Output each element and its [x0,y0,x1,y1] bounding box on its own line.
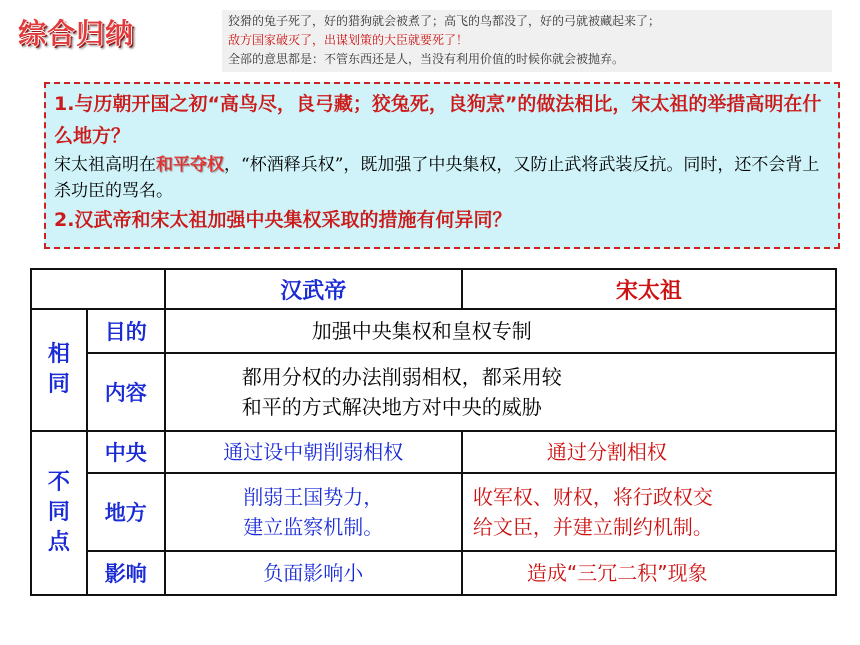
header-han-wudi: 汉武帝 [165,269,462,309]
diff-label [31,431,87,595]
table-row-content [31,353,836,431]
table-row-local [31,473,836,551]
question-1: 1.与历朝开国之初“高鸟尽，良弓藏；狡兔死，良狗烹”的做法相比，宋太祖的举措高明在什么地方？ [54,93,822,147]
impact-song: 造成“三冗二积”现象 [462,551,836,595]
local-han [165,473,462,551]
question-box [44,82,840,249]
local-han-line-2: 建立监察机制。 [243,515,384,539]
impact-label: 影响 [87,551,165,595]
answer-1-highlight: 和平夺权 [156,155,224,175]
question-2: 2.汉武帝和宋太祖加强中央集权采取的措施有何异同？ [54,209,512,231]
impact-han: 负面影响小 [165,551,462,595]
content-line-2: 和平的方式解决地方对中央的威胁 [241,395,542,419]
note-line-2: 敌方国家破灭了，出谋划策的大臣就要死了！ [228,33,469,47]
header-song-taizu: 宋太祖 [462,269,836,309]
same-label [31,309,87,431]
answer-1-rest: ，“杯酒释兵权”，既加强了中央集权，又防止武将武装反抗。同时，还不会背上杀功臣的骂名。 [54,155,820,201]
local-song-line-1: 收军权、财权，将行政权交 [472,485,713,509]
section-title: 综合归纳 [18,17,135,50]
purpose-text: 加强中央集权和皇权专制 [165,309,836,353]
table-row-impact [31,551,836,595]
content-label: 内容 [87,353,165,431]
note-line-1: 狡猾的兔子死了，好的猎狗就会被煮了；高飞的鸟都没了，好的弓就被藏起来了； [228,14,661,28]
explanation-note [222,10,832,72]
diff-label-text: 不同点 [47,470,70,555]
local-label: 地方 [87,473,165,551]
local-han-line-1: 削弱王国势力， [243,485,384,509]
central-han: 通过设中朝削弱相权 [165,431,462,473]
table-row-purpose [31,309,836,353]
comparison-table [30,268,837,596]
answer-1-start: 宋太祖高明在 [54,155,156,175]
local-song [462,473,836,551]
note-line-3: 全部的意思都是：不管东西还是人，当没有利用价值的时候你就会被抛弃。 [228,52,625,66]
central-label: 中央 [87,431,165,473]
table-corner-cell [31,269,165,309]
content-text [165,353,836,431]
content-line-1: 都用分权的办法削弱相权，都采用较 [241,365,562,389]
same-label-text: 相同 [47,342,70,397]
central-song: 通过分割相权 [462,431,836,473]
answer-1 [54,152,830,204]
purpose-label: 目的 [87,309,165,353]
local-song-line-2: 给文臣，并建立制约机制。 [472,515,713,539]
table-header-row [31,269,836,309]
table-row-central [31,431,836,473]
